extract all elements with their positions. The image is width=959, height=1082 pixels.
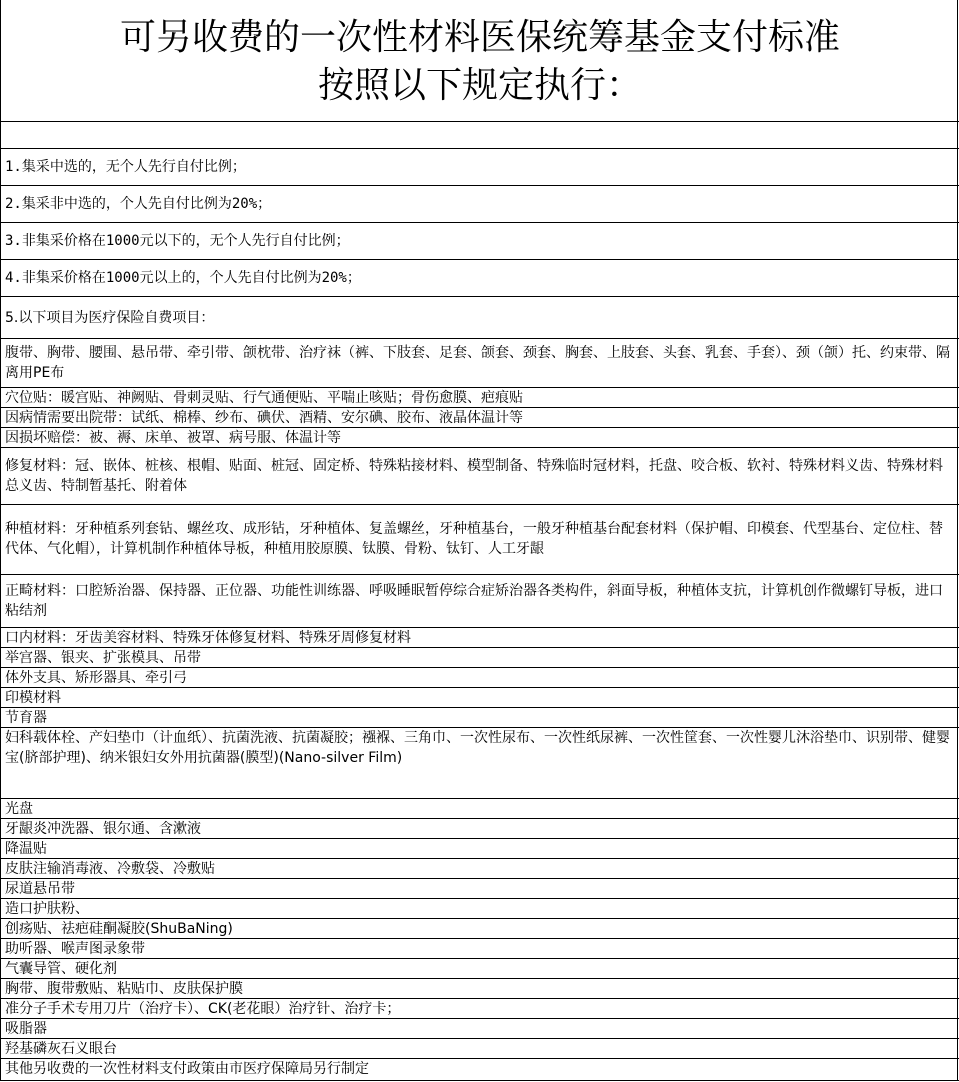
item-row: 皮肤注输消毒液、冷敷袋、冷敷贴 <box>1 859 959 879</box>
item-row: 腹带、胸带、腰围、悬吊带、牵引带、颌枕带、治疗袜（裤、下肢套、足套、颌套、颈套、胸套、上肢套、头套、乳套、手套）、颈（颌）托、约束带、隔离用PE布 <box>1 339 959 388</box>
item-row: 降温贴 <box>1 839 959 859</box>
item-row: 印模材料 <box>1 688 959 708</box>
item-row: 体外支具、矫形器具、牵引弓 <box>1 668 959 688</box>
rule-row: 5.以下项目为医疗保险自费项目： <box>1 297 959 339</box>
page-title <box>1 0 959 122</box>
blank-row <box>1 122 959 149</box>
item-row: 造口护肤粉、 <box>1 899 959 919</box>
item-row: 牙龈炎冲洗器、银尔通、含漱液 <box>1 819 959 839</box>
title-line-2: 按照以下规定执行： <box>317 65 642 106</box>
item-row: 光盘 <box>1 799 959 819</box>
item-row: 吸脂器 <box>1 1019 959 1039</box>
item-row: 种植材料：牙种植系列套钻、螺丝攻、成形钻，牙种植体、复盖螺丝，牙种植基台，一般牙种植基台配套材料（保护帽、印模套、代型基台、定位柱、替代体、气化帽），计算机制作种植体导板，种植用胶原膜、钛膜、骨粉、钛钉、人工牙龈 <box>1 505 959 575</box>
item-row: 正畸材料：口腔矫治器、保持器、正位器、功能性训练器、呼吸睡眠暂停综合症矫治器各类构件，斜面导板，种植体支抗，计算机创作微螺钉导板，进口粘结剂 <box>1 575 959 628</box>
item-row: 助听器、喉声图录象带 <box>1 939 959 959</box>
rule-row: 2.集采非中选的，个人先自付比例为20%； <box>1 186 959 223</box>
item-row: 其他另收费的一次性材料支付政策由市医疗保障局另行制定 <box>1 1059 959 1081</box>
title-line-1: 可另收费的一次性材料医保统筹基金支付标准 <box>119 17 840 58</box>
item-row: 妇科载体栓、产妇垫巾（计血纸）、抗菌洗液、抗菌凝胶；襁褓、三角巾、一次性尿布、一次性纸尿裤、一次性筐套、一次性婴儿沐浴垫巾、识别带、健婴宝(脐部护理)、纳米银妇女外用抗菌器(膜型)(Nano-silver Film) <box>1 728 959 799</box>
item-row: 修复材料：冠、嵌体、桩核、根帽、贴面、桩冠、固定桥、特殊粘接材料、模型制备、特殊临时冠材料，托盘、咬合板、软衬、特殊材料义齿、特殊材料总义齿、特制暂基托、附着体 <box>1 448 959 505</box>
item-row: 因病情需要出院带：试纸、棉棒、纱布、碘伏、酒精、安尔碘、胶布、液晶体温计等 <box>1 408 959 428</box>
item-row: 穴位贴：暖宫贴、神阙贴、骨刺灵贴、行气通便贴、平喘止咳贴；骨伤愈膜、疤痕贴 <box>1 388 959 408</box>
item-row: 尿道悬吊带 <box>1 879 959 899</box>
item-row: 创疡贴、祛疤硅酮凝胶(ShuBaNing) <box>1 919 959 939</box>
item-row: 准分子手术专用刀片（治疗卡）、CK(老花眼）治疗针、治疗卡； <box>1 999 959 1019</box>
item-row: 口内材料：牙齿美容材料、特殊牙体修复材料、特殊牙周修复材料 <box>1 628 959 648</box>
item-row: 气囊导管、硬化剂 <box>1 959 959 979</box>
item-row: 节育器 <box>1 708 959 728</box>
item-row: 因损坏赔偿：被、褥、床单、被罩、病号服、体温计等 <box>1 428 959 448</box>
item-row: 举宫器、银夹、扩张模具、吊带 <box>1 648 959 668</box>
item-row: 羟基磷灰石义眼台 <box>1 1039 959 1059</box>
item-row: 胸带、腹带敷贴、粘贴巾、皮肤保护膜 <box>1 979 959 999</box>
rule-row: 3.非集采价格在1000元以下的，无个人先行自付比例； <box>1 223 959 260</box>
rule-row: 1.集采中选的，无个人先行自付比例； <box>1 149 959 186</box>
rule-row: 4.非集采价格在1000元以上的，个人先自付比例为20%； <box>1 260 959 297</box>
